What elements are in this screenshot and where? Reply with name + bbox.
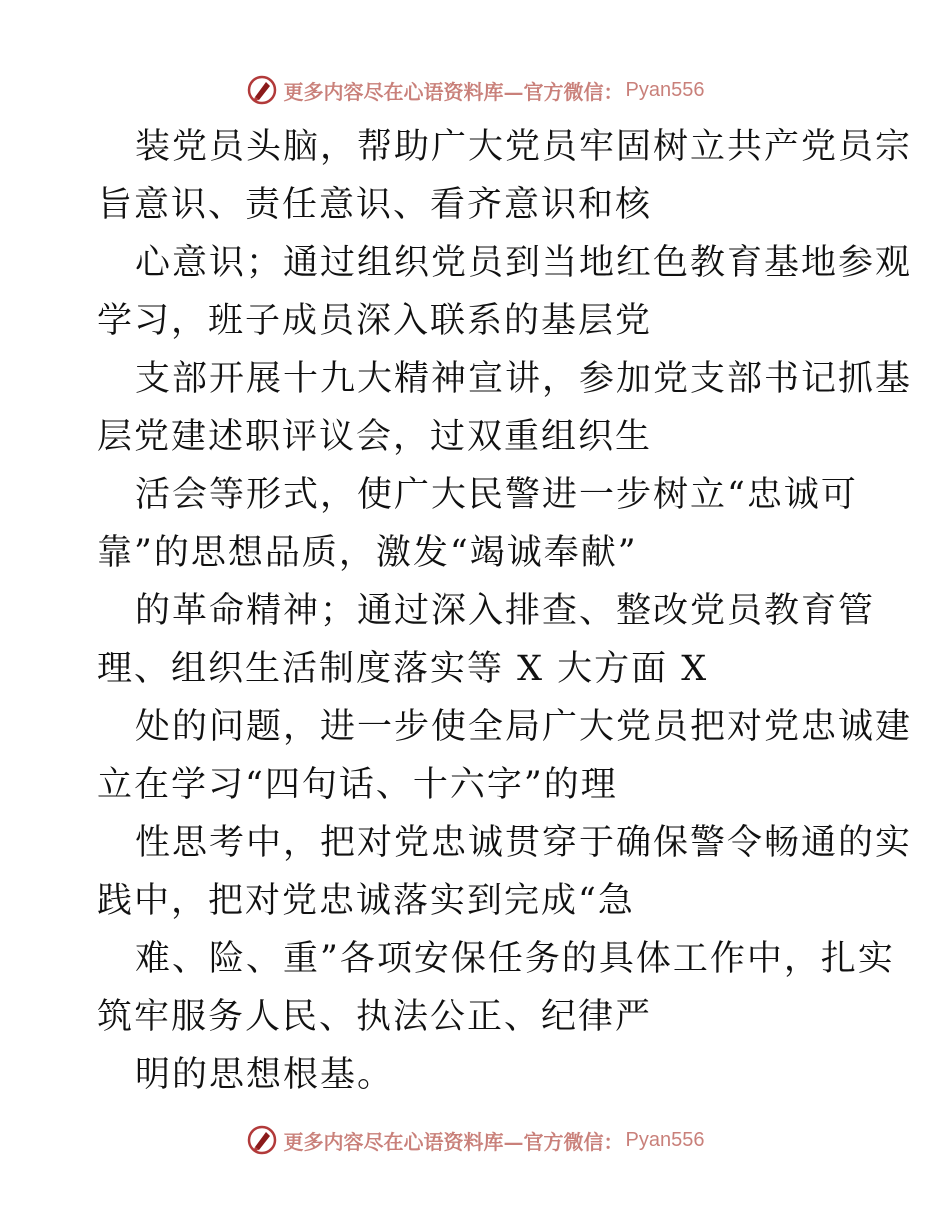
body-line: 践中，把对党忠诚落实到完成“急 <box>97 881 635 921</box>
header-watermark <box>0 70 950 110</box>
footer-watermark <box>0 1120 950 1160</box>
body-line: 层党建述职评议会，过双重组织生 <box>97 417 653 457</box>
body-line: 学习，班子成员深入联系的基层党 <box>97 301 653 341</box>
footer-watermark-wechat-id: Pyan556 <box>625 1128 705 1151</box>
body-line: 明的思想根基。 <box>135 1055 395 1095</box>
pen-nib-logo-icon <box>246 1124 278 1156</box>
body-line: 处的问题，进一步使全局广大党员把对党忠诚建 <box>135 707 913 747</box>
pen-nib-logo-icon <box>246 74 278 106</box>
footer-watermark-text: 更多内容尽在心语资料库—官方微信： <box>283 1129 624 1154</box>
document-body <box>97 118 913 1104</box>
body-line: 旨意识、责任意识、看齐意识和核 <box>97 185 653 225</box>
body-line: 支部开展十九大精神宣讲，参加党支部书记抓基 <box>135 359 913 399</box>
body-line: 筑牢服务人民、执法公正、纪律严 <box>97 997 653 1037</box>
body-line: 的革命精神；通过深入排查、整改党员教育管 <box>135 591 876 631</box>
header-watermark-wechat-id: Pyan556 <box>625 78 705 101</box>
body-line: 活会等形式，使广大民警进一步树立“忠诚可 <box>135 475 858 515</box>
body-line: 理、组织生活制度落实等 X 大方面 X <box>97 649 709 689</box>
body-line: 立在学习“四句话、十六字”的理 <box>97 765 618 805</box>
body-line: 性思考中，把对党忠诚贯穿于确保警令畅通的实 <box>135 823 913 863</box>
body-line: 装党员头脑，帮助广大党员牢固树立共产党员宗 <box>135 127 913 167</box>
body-line: 靠”的思想品质，激发“竭诚奉献” <box>97 533 638 573</box>
header-watermark-text: 更多内容尽在心语资料库—官方微信： <box>283 79 624 104</box>
body-line: 心意识；通过组织党员到当地红色教育基地参观 <box>135 243 913 283</box>
body-line: 难、险、重”各项安保任务的具体工作中，扎实 <box>135 939 895 979</box>
